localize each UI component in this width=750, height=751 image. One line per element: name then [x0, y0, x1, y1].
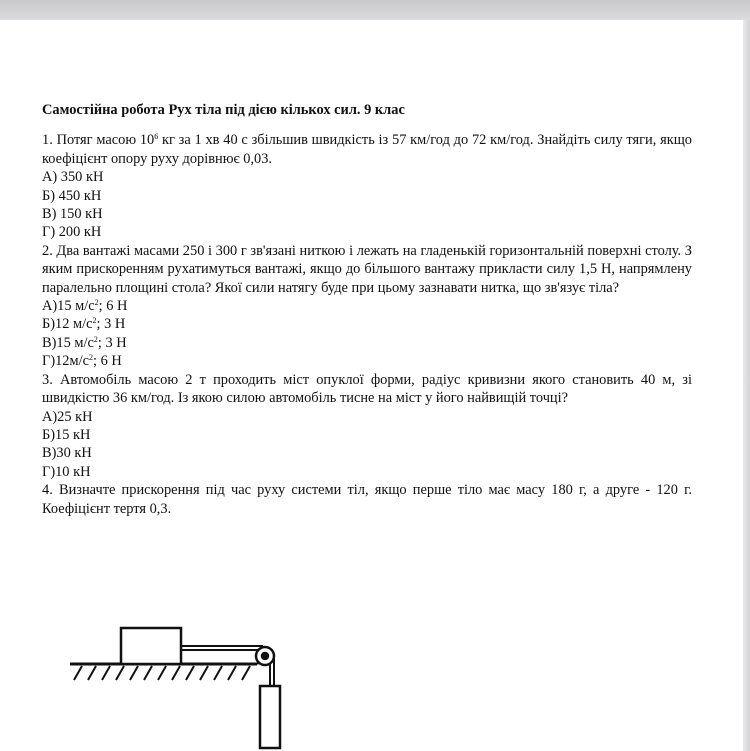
question-1-text-start: 1. Потяг масою 10: [42, 132, 155, 149]
question-2: 2. Два вантажі масами 250 і 300 г зв'язані ниткою і лежать на гладенькій горизонтальній поверхні столу. З яким прискоренням рухатимуться вантажі, якщо до більшого вантажу прикласти силу 1,5 Н, напрямлену паралельно площині стола? Якої сили натягу буде при цьому зазнавати нитка, що зв'язує тіла?: [42, 242, 692, 296]
block-on-table: [121, 628, 181, 664]
option-text: ; 3 Н: [97, 334, 127, 351]
table-hatching: [74, 666, 250, 680]
question-2-option-c: [42, 334, 692, 352]
question-1-option-c: В) 150 кН: [42, 206, 103, 223]
question-2-option-b: [42, 315, 692, 333]
option-exponent: 2: [92, 316, 97, 326]
question-3-option-d: Г)10 кН: [42, 463, 91, 480]
option-text: ; 6 Н: [98, 298, 128, 315]
question-1-text-end: кг за 1 хв 40 с збільшив швидкість із 57 км/год до 72 км/год. Знайдіть силу тяги, якщо коефіцієнт опору руху дорівнює 0,03.: [42, 132, 692, 167]
option-text: Г)12м/с: [42, 353, 89, 370]
question-3-option-c: В)30 кН: [42, 445, 92, 462]
document-content: [42, 101, 692, 518]
question-1-exponent: 6: [154, 132, 159, 142]
option-text: Б)12 м/с: [42, 316, 93, 333]
question-1-option-a: А) 350 кН: [42, 169, 104, 186]
option-text: ; 3 Н: [96, 316, 126, 333]
question-2-option-a: [42, 297, 692, 315]
question-3-option-b: Б)15 кН: [42, 426, 91, 443]
worksheet-title: Самостійна робота Рух тіла під дією кількох сил. 9 клас: [42, 102, 405, 118]
question-3-option-a: А)25 кН: [42, 408, 93, 425]
option-exponent: 2: [93, 334, 98, 344]
option-exponent: 2: [94, 298, 99, 308]
question-1: [42, 131, 692, 168]
question-2-option-d: [42, 352, 692, 370]
page-edge-shadow: [743, 20, 750, 751]
question-4: 4. Визначте прискорення під час руху системи тіл, якщо перше тіло має масу 180 г, а друге - 120 г. Коефіцієнт тертя 0,3.: [42, 482, 692, 517]
option-text: В)15 м/с: [42, 334, 94, 351]
pulley-system-diagram: [60, 620, 300, 751]
question-1-option-b: Б) 450 кН: [42, 187, 102, 204]
hanging-block: [260, 686, 280, 748]
question-3: 3. Автомобіль масою 2 т проходить міст опуклої форми, радіус кривизни якого становить 40 м, зі швидкістю 36 км/год. Із якою силою автомобіль тисне на міст у його найвищій точці?: [42, 371, 692, 407]
window-top-bar: [0, 0, 750, 20]
question-1-option-d: Г) 200 кН: [42, 224, 102, 241]
option-exponent: 2: [89, 353, 93, 363]
pulley: [256, 647, 274, 665]
option-text: А)15 м/с: [42, 298, 95, 315]
option-text: ; 6 Н: [93, 353, 122, 370]
